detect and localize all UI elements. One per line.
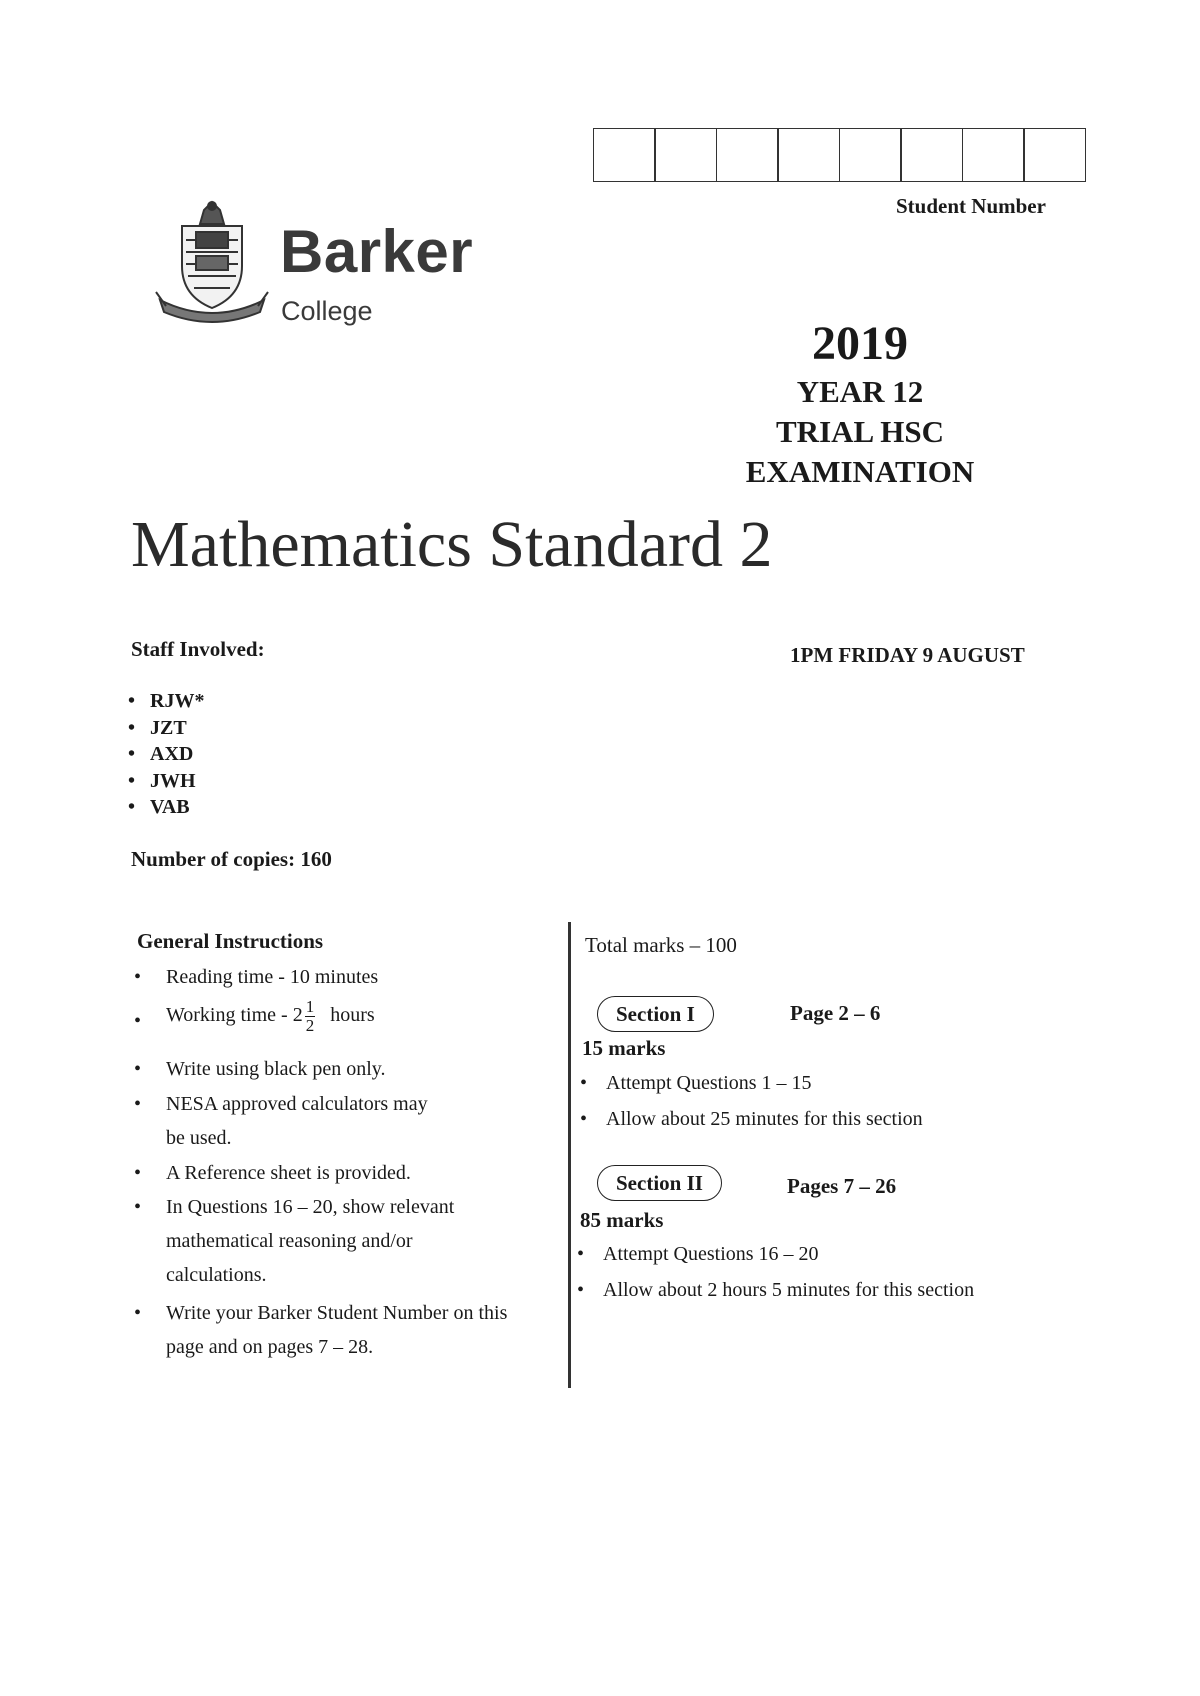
instruction-text	[166, 1190, 576, 1292]
student-number-box[interactable]	[962, 128, 1025, 182]
list-item: • JWH	[128, 769, 196, 792]
page-title: Mathematics Standard 2	[131, 508, 773, 581]
logo-wordmark: Barker	[280, 218, 474, 285]
staff-member: JZT	[150, 716, 187, 739]
staff-list	[128, 688, 204, 821]
section-1-attempt: Attempt Questions 1 – 15	[606, 1072, 812, 1094]
student-number-box[interactable]	[716, 128, 779, 182]
instruction-text	[166, 1296, 576, 1364]
working-time-prefix: Working time - 2	[166, 1004, 303, 1027]
fraction-denominator: 2	[305, 1016, 315, 1035]
staff-member: RJW*	[150, 690, 205, 712]
section-1-pages: Page 2 – 6	[790, 1001, 881, 1025]
section-1-badge: Section I	[597, 996, 714, 1032]
section-2-item: • Allow about 2 hours 5 minutes for this section	[577, 1279, 975, 1301]
exam-type: TRIAL HSC	[776, 414, 944, 449]
instruction-line: NESA approved calculators may	[166, 1093, 428, 1115]
general-instructions-heading: General Instructions	[137, 929, 324, 953]
exam-level: YEAR 12	[796, 374, 924, 409]
instruction-line: In Questions 16 – 20, show relevant	[166, 1196, 455, 1218]
section-1-allow: Allow about 25 minutes for this section	[606, 1108, 923, 1130]
section-1-item: • Allow about 25 minutes for this section	[580, 1108, 923, 1130]
instruction-text: Write using black pen only.	[166, 1058, 386, 1080]
fraction-numerator: 1	[305, 997, 315, 1016]
school-crest-icon	[152, 196, 272, 328]
instruction-text: A Reference sheet is provided.	[166, 1162, 411, 1184]
student-number-box[interactable]	[777, 128, 840, 182]
section-2-item: • Attempt Questions 16 – 20	[577, 1243, 819, 1265]
logo-subtitle: College	[281, 296, 373, 326]
student-number-box[interactable]	[593, 128, 656, 182]
instruction-text: Reading time - 10 minutes	[166, 966, 379, 988]
staff-heading: Staff Involved:	[131, 637, 265, 661]
list-item: • VAB	[128, 796, 190, 818]
instruction-item: • Reading time - 10 minutes	[134, 960, 574, 994]
instruction-line: page and on pages 7 – 28.	[166, 1336, 374, 1358]
instruction-text	[166, 998, 576, 1035]
student-number-label: Student Number	[896, 194, 1046, 218]
section-1-item: • Attempt Questions 1 – 15	[580, 1072, 812, 1094]
student-number-box[interactable]	[839, 128, 902, 182]
instruction-item: • Working time - 2 $\frac{1}{2}$ hours	[134, 998, 574, 1048]
exam-word: EXAMINATION	[745, 454, 975, 489]
list-item: • AXD	[128, 743, 194, 765]
section-2-badge: Section II	[597, 1165, 722, 1201]
total-marks: Total marks – 100	[585, 933, 737, 957]
student-number-box[interactable]	[1023, 128, 1086, 182]
working-time-suffix: hours	[330, 1004, 375, 1027]
exam-year: 2019	[812, 317, 908, 370]
list-item: • JZT	[128, 716, 187, 739]
instruction-line: be used.	[166, 1127, 232, 1149]
staff-member: AXD	[150, 743, 194, 765]
column-divider	[568, 922, 571, 1388]
staff-member: JWH	[150, 769, 196, 792]
student-number-box[interactable]	[654, 128, 717, 182]
instruction-text	[166, 1087, 576, 1155]
section-1-marks: 15 marks	[582, 1036, 666, 1060]
copies-count: Number of copies: 160	[131, 847, 332, 871]
section-2-pages: Pages 7 – 26	[787, 1174, 897, 1198]
section-2-marks: 85 marks	[580, 1208, 664, 1232]
instruction-line: calculations.	[166, 1264, 267, 1286]
instruction-line: Write your Barker Student Number on this	[166, 1302, 508, 1324]
staff-member: VAB	[150, 796, 190, 818]
student-number-boxes[interactable]	[594, 128, 1086, 182]
student-number-box[interactable]	[900, 128, 963, 182]
section-2-allow: Allow about 2 hours 5 minutes for this section	[603, 1279, 975, 1301]
list-item: • RJW*	[128, 690, 205, 712]
instruction-line: mathematical reasoning and/or	[166, 1230, 413, 1252]
section-2-attempt: Attempt Questions 16 – 20	[603, 1243, 819, 1265]
exam-date: 1PM FRIDAY 9 AUGUST	[790, 643, 1025, 667]
fraction	[305, 998, 316, 1035]
